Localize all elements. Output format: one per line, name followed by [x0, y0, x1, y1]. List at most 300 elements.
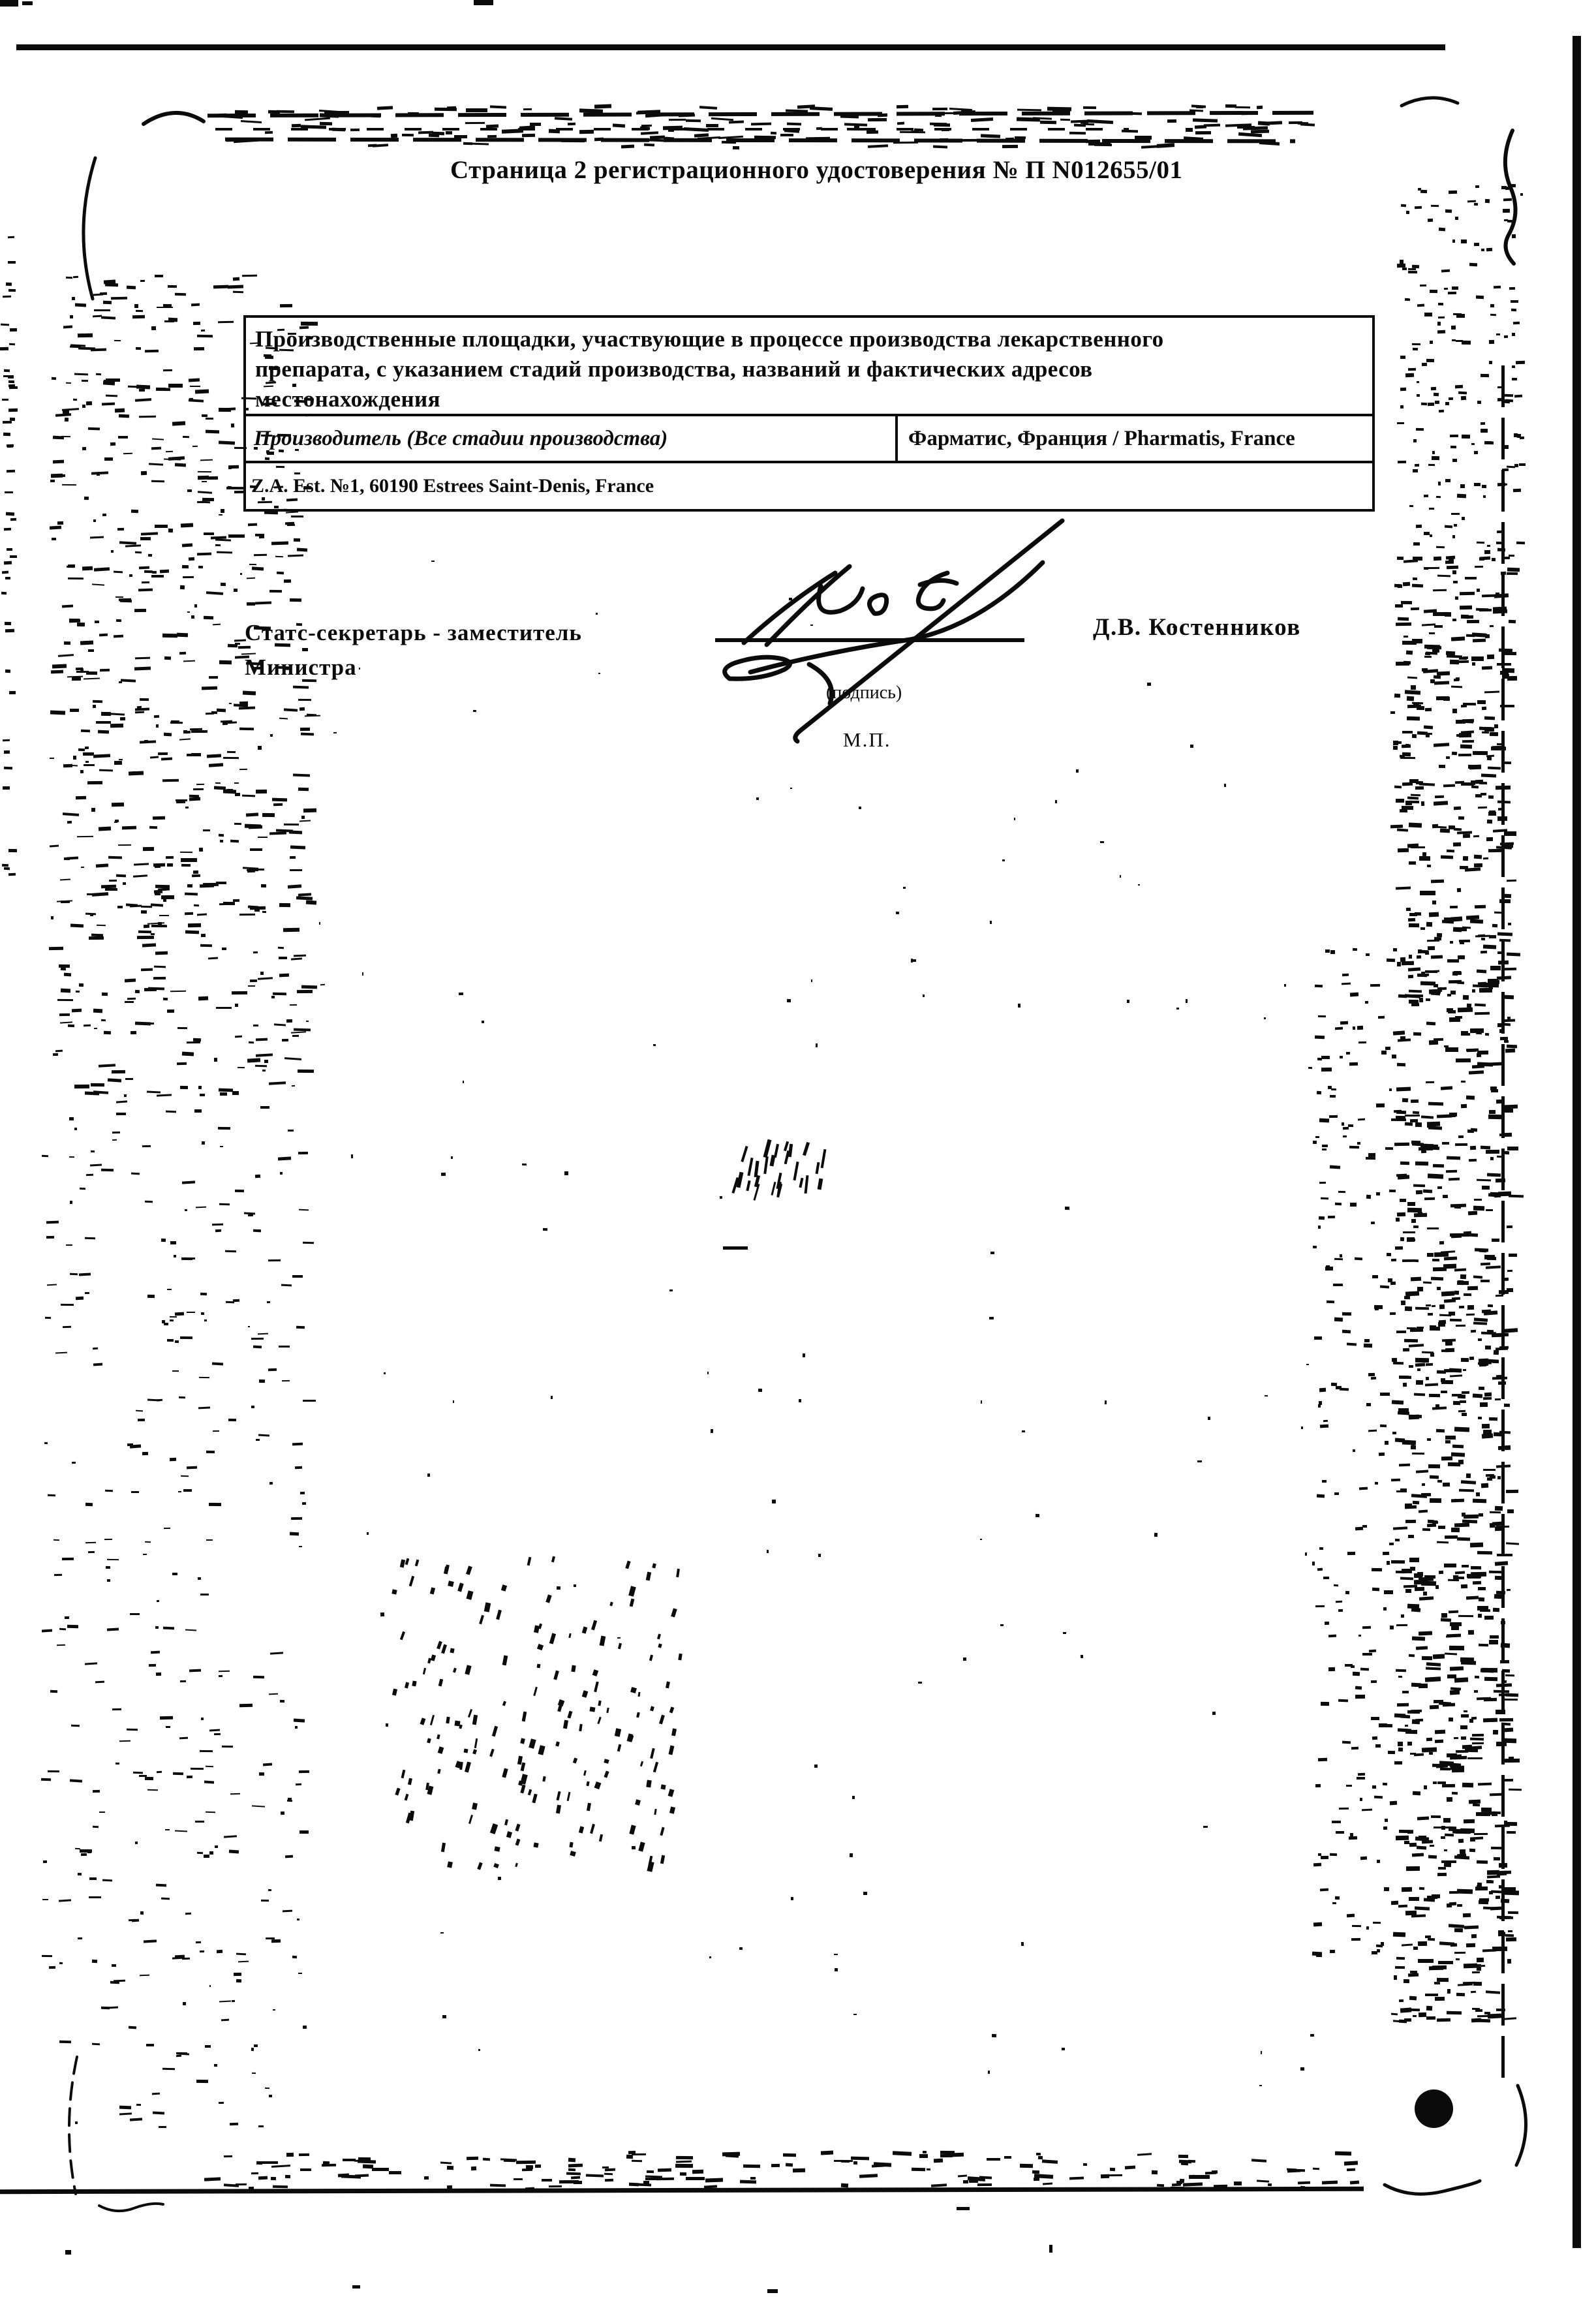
- noise-speck: [1000, 1624, 1004, 1626]
- noise-speck: [1449, 1902, 1457, 1905]
- noise-speck: [1410, 1753, 1416, 1755]
- noise-speck: [185, 1209, 188, 1211]
- noise-speck: [183, 1488, 192, 1491]
- noise-speck: [1402, 1098, 1408, 1102]
- noise-speck: [8, 380, 14, 383]
- noise-speck: [1443, 1369, 1453, 1372]
- noise-speck: [1457, 1281, 1469, 1285]
- noise-speck: [93, 519, 96, 522]
- noise-speck: [157, 307, 173, 308]
- noise-speck: [214, 786, 226, 790]
- noise-speck: [110, 442, 115, 446]
- noise-speck: [1503, 967, 1516, 970]
- noise-speck: [1466, 1095, 1475, 1099]
- noise-speck: [1441, 1291, 1454, 1297]
- noise-speck: [440, 1932, 444, 1934]
- noise-speck: [272, 798, 287, 802]
- noise-speck: [1482, 1433, 1494, 1438]
- noise-speck: [1477, 1860, 1488, 1864]
- noise-speck: [1503, 335, 1507, 338]
- noise-speck: [1474, 1833, 1488, 1836]
- noise-speck: [1397, 1411, 1409, 1415]
- noise-speck: [1368, 1153, 1375, 1157]
- noise-speck: [1424, 567, 1428, 570]
- noise-speck: [1448, 191, 1456, 194]
- noise-speck: [178, 1491, 181, 1492]
- noise-speck: [1444, 1862, 1451, 1866]
- noise-speck: [566, 1792, 570, 1801]
- noise-speck: [206, 1811, 215, 1813]
- noise-speck: [1408, 271, 1417, 274]
- noise-speck: [219, 660, 232, 664]
- noise-speck: [1460, 1849, 1466, 1854]
- noise-speck: [1366, 1403, 1371, 1407]
- producer-address-cell: Z.A. Est. №1, 60190 Estrees Saint-Denis, France: [251, 475, 654, 497]
- noise-speck: [1484, 1616, 1494, 1620]
- noise-speck: [1451, 286, 1458, 290]
- noise-speck: [182, 544, 192, 547]
- noise-speck: [472, 1802, 478, 1810]
- noise-speck: [229, 1849, 239, 1853]
- noise-speck: [1398, 461, 1406, 463]
- noise-speck: [66, 1244, 72, 1246]
- noise-speck: [194, 1109, 202, 1113]
- noise-speck: [705, 2178, 723, 2182]
- noise-speck: [69, 1156, 74, 1158]
- noise-speck: [142, 943, 156, 947]
- noise-speck: [155, 724, 158, 728]
- noise-speck: [811, 979, 812, 982]
- noise-speck: [1437, 575, 1450, 578]
- top-rule-line: [16, 44, 1445, 50]
- noise-speck: [1507, 1226, 1512, 1229]
- noise-speck: [71, 1725, 80, 1727]
- noise-speck: [155, 275, 163, 277]
- noise-speck: [1441, 1836, 1445, 1838]
- scan-dash-mark: [957, 2207, 970, 2210]
- noise-speck: [1396, 1490, 1404, 1492]
- noise-speck: [1370, 1222, 1374, 1224]
- noise-speck: [401, 1769, 406, 1778]
- noise-speck: [803, 1142, 810, 1156]
- noise-speck: [1406, 696, 1413, 701]
- noise-speck: [258, 1434, 269, 1436]
- noise-speck: [1110, 2168, 1115, 2172]
- noise-speck: [1479, 1387, 1485, 1391]
- noise-speck: [198, 476, 209, 480]
- noise-speck: [120, 717, 125, 720]
- noise-speck: [706, 124, 718, 127]
- noise-speck: [259, 1380, 265, 1383]
- noise-speck: [1364, 1344, 1372, 1348]
- noise-speck: [134, 304, 138, 308]
- noise-speck: [280, 1172, 283, 1175]
- noise-speck: [221, 2019, 229, 2022]
- noise-speck: [164, 1323, 168, 1325]
- noise-speck: [438, 1746, 444, 1754]
- noise-speck: [1456, 1889, 1472, 1894]
- noise-speck: [54, 1539, 59, 1541]
- noise-speck: [1415, 1122, 1422, 1127]
- noise-speck: [599, 1834, 603, 1842]
- noise-speck: [1447, 849, 1454, 852]
- noise-speck: [156, 1883, 166, 1886]
- noise-speck: [218, 320, 234, 323]
- noise-speck: [502, 1701, 506, 1706]
- noise-speck: [414, 1560, 419, 1567]
- noise-speck: [1427, 1313, 1432, 1316]
- noise-speck: [1444, 288, 1448, 290]
- noise-speck: [741, 1146, 748, 1162]
- noise-speck: [1412, 1853, 1424, 1857]
- noise-speck: [1479, 1643, 1488, 1646]
- noise-speck: [729, 120, 744, 123]
- noise-speck: [1391, 2012, 1398, 2015]
- noise-speck: [1342, 1312, 1351, 1316]
- noise-speck: [291, 1517, 302, 1520]
- noise-speck: [161, 757, 172, 760]
- noise-speck: [472, 1749, 477, 1755]
- noise-speck: [298, 787, 309, 790]
- noise-speck: [1395, 1246, 1403, 1250]
- noise-speck: [1342, 1135, 1346, 1137]
- noise-speck: [271, 2165, 290, 2168]
- noise-speck: [586, 1781, 590, 1787]
- noise-speck: [209, 676, 218, 679]
- noise-speck: [155, 951, 168, 955]
- noise-speck: [492, 1726, 498, 1737]
- noise-speck: [86, 401, 93, 405]
- noise-speck: [609, 1601, 613, 1606]
- noise-speck: [1178, 2155, 1188, 2158]
- noise-speck: [1417, 1816, 1430, 1820]
- noise-speck: [1450, 1667, 1464, 1671]
- noise-speck: [1449, 1690, 1459, 1695]
- noise-speck: [1473, 1394, 1482, 1398]
- noise-speck: [380, 1612, 384, 1616]
- noise-speck: [119, 598, 131, 600]
- noise-speck: [1477, 2015, 1489, 2018]
- noise-speck: [55, 1352, 67, 1354]
- noise-speck: [197, 552, 211, 555]
- noise-speck: [1397, 263, 1405, 267]
- noise-speck: [834, 1954, 838, 1955]
- noise-speck: [522, 134, 535, 137]
- noise-speck: [198, 1407, 210, 1410]
- noise-speck: [1447, 1008, 1453, 1012]
- noise-speck: [1332, 1821, 1341, 1823]
- noise-speck: [1505, 393, 1513, 396]
- noise-speck: [1471, 442, 1475, 444]
- noise-speck: [1353, 948, 1357, 950]
- noise-speck: [474, 1738, 478, 1748]
- noise-speck: [958, 2175, 967, 2178]
- noise-speck: [650, 1706, 654, 1711]
- noise-speck: [93, 705, 96, 708]
- noise-speck: [528, 1789, 532, 1796]
- noise-speck: [179, 739, 191, 741]
- noise-speck: [1421, 1148, 1427, 1153]
- noise-speck: [1490, 732, 1498, 737]
- noise-speck: [208, 957, 218, 959]
- noise-speck: [791, 1897, 794, 1900]
- noise-speck: [141, 968, 153, 971]
- noise-speck: [1451, 1453, 1465, 1457]
- noise-speck: [395, 1788, 400, 1796]
- noise-speck: [1188, 2160, 1195, 2163]
- noise-speck: [298, 1070, 314, 1073]
- noise-speck: [219, 1203, 230, 1205]
- noise-speck: [1427, 1896, 1437, 1898]
- noise-speck: [170, 1241, 176, 1244]
- noise-speck: [1432, 901, 1436, 904]
- noise-speck: [127, 998, 136, 1000]
- noise-speck: [1490, 625, 1494, 628]
- noise-speck: [1407, 1202, 1415, 1206]
- noise-speck: [1463, 856, 1469, 861]
- noise-speck: [75, 303, 87, 307]
- noise-speck: [818, 1179, 823, 1190]
- noise-speck: [3, 295, 11, 298]
- noise-speck: [1391, 1900, 1398, 1905]
- noise-speck: [1462, 517, 1465, 520]
- noise-speck: [65, 418, 69, 422]
- noise-speck: [1405, 1503, 1413, 1507]
- noise-speck: [123, 882, 126, 885]
- noise-speck: [45, 1317, 51, 1319]
- noise-speck: [164, 320, 174, 322]
- noise-speck: [1032, 2170, 1039, 2174]
- noise-speck: [164, 1528, 170, 1529]
- noise-speck: [1400, 957, 1405, 962]
- noise-speck: [549, 1633, 555, 1644]
- noise-speck: [183, 436, 189, 438]
- noise-speck: [256, 1439, 260, 1441]
- noise-speck: [145, 1201, 153, 1203]
- noise-speck: [252, 566, 264, 570]
- noise-speck: [1346, 1052, 1350, 1055]
- noise-speck: [196, 2080, 208, 2083]
- noise-speck: [102, 993, 108, 996]
- noise-speck: [79, 1272, 91, 1276]
- noise-speck: [1516, 542, 1525, 544]
- noise-speck: [427, 1785, 433, 1795]
- noise-speck: [233, 1299, 239, 1303]
- noise-speck: [1492, 1376, 1507, 1379]
- noise-speck: [172, 421, 186, 425]
- noise-speck: [579, 1827, 584, 1834]
- noise-speck: [219, 2102, 224, 2104]
- noise-speck: [1456, 927, 1467, 931]
- noise-speck: [1438, 1867, 1446, 1870]
- noise-speck: [1315, 1605, 1325, 1607]
- noise-speck: [147, 1295, 155, 1298]
- noise-speck: [299, 820, 311, 822]
- noise-speck: [479, 1615, 484, 1625]
- noise-speck: [183, 730, 187, 733]
- noise-speck: [215, 1229, 221, 1232]
- noise-speck: [751, 122, 771, 125]
- noise-speck: [1456, 1958, 1460, 1961]
- noise-speck: [81, 1853, 87, 1856]
- noise-speck: [1486, 544, 1490, 546]
- noise-speck: [1388, 1751, 1395, 1754]
- noise-speck: [78, 1937, 82, 1939]
- noise-speck: [1388, 1278, 1392, 1282]
- noise-speck: [269, 1481, 273, 1485]
- noise-speck: [468, 1815, 473, 1824]
- noise-speck: [198, 996, 207, 1001]
- noise-speck: [230, 840, 239, 843]
- noise-speck: [1452, 709, 1457, 713]
- noise-speck: [265, 2088, 269, 2089]
- noise-speck: [666, 1681, 670, 1688]
- noise-speck: [1334, 1317, 1343, 1321]
- noise-speck: [89, 1877, 97, 1880]
- noise-speck: [1402, 1691, 1409, 1693]
- noise-speck: [264, 1059, 268, 1062]
- noise-speck: [647, 2170, 654, 2174]
- noise-speck: [163, 998, 168, 1001]
- noise-speck: [10, 555, 17, 558]
- noise-speck: [1445, 1535, 1458, 1539]
- noise-speck: [514, 2178, 523, 2180]
- noise-speck: [1321, 1855, 1328, 1858]
- noise-speck: [658, 2168, 671, 2171]
- signature-caption: (подпись): [826, 683, 902, 703]
- noise-speck: [290, 1004, 297, 1006]
- noise-speck: [573, 2181, 581, 2184]
- noise-speck: [125, 1001, 134, 1003]
- noise-speck: [977, 2183, 992, 2185]
- noise-speck: [107, 1627, 119, 1631]
- noise-speck: [256, 2161, 262, 2165]
- noise-speck: [1452, 1297, 1460, 1300]
- noise-speck: [932, 108, 947, 111]
- noise-speck: [209, 1851, 213, 1855]
- noise-speck: [300, 2168, 311, 2171]
- noise-speck: [1455, 340, 1462, 342]
- noise-speck: [185, 1913, 191, 1915]
- noise-speck: [1445, 612, 1451, 617]
- noise-speck: [140, 740, 156, 743]
- noise-speck: [1377, 1949, 1380, 1952]
- noise-speck: [1409, 1365, 1413, 1368]
- noise-speck: [279, 957, 287, 959]
- noise-speck: [1083, 106, 1096, 110]
- noise-speck: [189, 1669, 201, 1671]
- noise-speck: [1445, 525, 1452, 528]
- noise-speck: [1319, 1216, 1325, 1220]
- noise-speck: [82, 379, 88, 381]
- noise-speck: [1404, 2018, 1411, 2022]
- noise-speck: [772, 1499, 776, 1503]
- noise-speck: [292, 1275, 303, 1278]
- noise-speck: [89, 1896, 101, 1898]
- noise-speck: [153, 2111, 164, 2114]
- noise-speck: [112, 1964, 116, 1967]
- noise-speck: [1034, 2178, 1039, 2181]
- noise-speck: [1437, 1287, 1441, 1290]
- noise-speck: [1488, 766, 1501, 769]
- noise-speck: [1428, 464, 1435, 467]
- noise-speck: [230, 2123, 239, 2125]
- noise-speck: [1413, 542, 1420, 546]
- noise-speck: [292, 1956, 297, 1958]
- noise-speck: [1426, 1662, 1440, 1666]
- noise-speck: [446, 131, 452, 134]
- noise-speck: [592, 1670, 598, 1676]
- noise-speck: [168, 529, 173, 532]
- noise-speck: [1062, 2048, 1065, 2050]
- noise-speck: [300, 727, 310, 730]
- noise-speck: [453, 1667, 456, 1672]
- noise-speck: [145, 350, 159, 352]
- noise-speck: [1505, 1937, 1516, 1941]
- noise-speck: [3, 786, 10, 790]
- noise-speck: [151, 326, 156, 330]
- noise-speck: [1462, 1391, 1469, 1394]
- noise-speck: [1390, 1312, 1396, 1315]
- noise-speck: [221, 583, 226, 586]
- noise-speck: [1406, 1866, 1420, 1870]
- noise-speck: [1443, 1195, 1448, 1198]
- noise-speck: [441, 1644, 447, 1654]
- noise-speck: [1496, 333, 1499, 335]
- noise-speck: [130, 2118, 142, 2121]
- noise-speck: [198, 491, 212, 495]
- noise-speck: [1393, 1527, 1407, 1530]
- noise-speck: [1352, 1925, 1361, 1927]
- noise-speck: [1422, 363, 1427, 366]
- noise-speck: [1419, 782, 1435, 786]
- noise-speck: [493, 1863, 499, 1868]
- noise-speck: [1393, 948, 1397, 951]
- noise-speck: [62, 604, 73, 608]
- noise-speck: [291, 957, 302, 960]
- noise-speck: [516, 2161, 536, 2165]
- noise-speck: [80, 641, 93, 645]
- noise-speck: [1467, 1746, 1482, 1750]
- noise-speck: [1176, 1008, 1179, 1010]
- noise-speck: [1464, 1925, 1479, 1929]
- noise-speck: [850, 1853, 853, 1857]
- noise-speck: [99, 633, 108, 636]
- noise-speck: [1471, 1566, 1481, 1569]
- noise-speck: [515, 1863, 518, 1868]
- noise-speck: [1433, 1164, 1444, 1167]
- noise-speck: [1400, 1161, 1409, 1164]
- noise-speck: [204, 532, 214, 535]
- noise-speck: [153, 863, 166, 866]
- noise-speck: [256, 789, 267, 793]
- noise-speck: [110, 713, 125, 715]
- noise-speck: [1404, 962, 1413, 965]
- noise-speck: [101, 1019, 106, 1021]
- noise-speck: [96, 373, 101, 376]
- noise-speck: [3, 867, 9, 869]
- noise-speck: [918, 1682, 922, 1684]
- noise-speck: [1478, 1417, 1482, 1419]
- noise-speck: [268, 1259, 281, 1261]
- noise-speck: [283, 928, 299, 932]
- noise-speck: [931, 2184, 947, 2187]
- noise-speck: [1418, 973, 1429, 976]
- noise-speck: [259, 1772, 264, 1776]
- noise-speck: [1479, 1363, 1486, 1367]
- noise-speck: [1407, 797, 1419, 800]
- noise-speck: [64, 972, 71, 976]
